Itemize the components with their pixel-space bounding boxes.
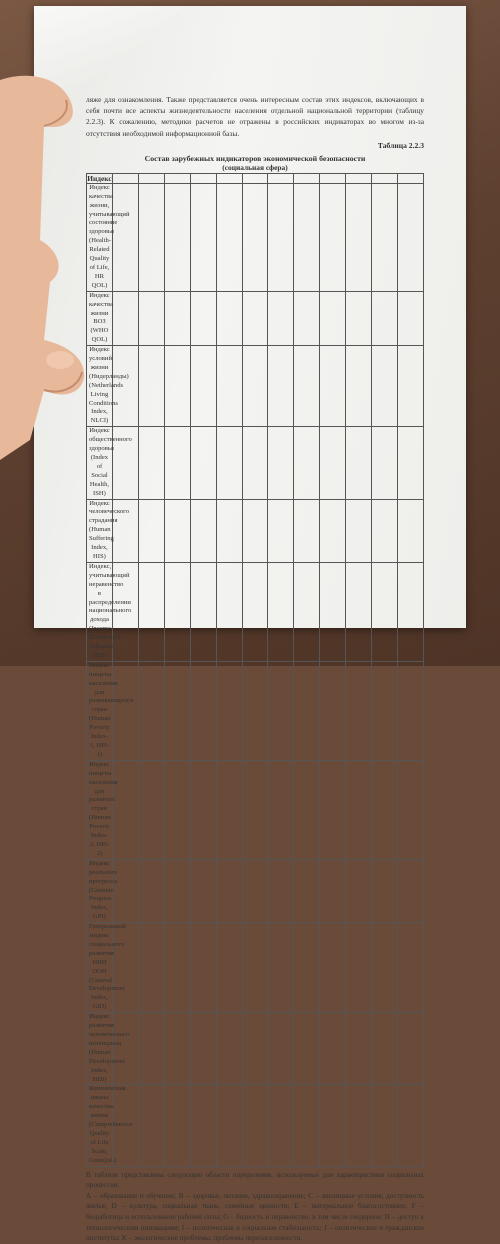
area-cell (190, 661, 216, 760)
area-cell (372, 291, 398, 345)
area-cell (164, 427, 190, 499)
area-cell (216, 499, 242, 562)
index-name-cell: Комплексная шкала качества жизни (Comprehensive Quality of Life Scale, ComQoL) (87, 1085, 113, 1166)
header-area-cell (242, 173, 268, 183)
index-name-cell: Индекс условий жизни (Нидерланды) (Netherlands Living Conditions Index, NLCI) (87, 346, 113, 427)
header-area-cell (398, 173, 424, 183)
area-cell (164, 499, 190, 562)
area-cell (372, 859, 398, 922)
area-cell (216, 859, 242, 922)
area-cell (138, 923, 164, 1013)
area-cell (268, 562, 294, 661)
area-cell (398, 859, 424, 922)
area-cell (320, 346, 346, 427)
area-cell (372, 499, 398, 562)
header-area-cell (112, 173, 138, 183)
area-cell (112, 1013, 138, 1085)
area-cell (216, 1013, 242, 1085)
area-cell (164, 1085, 190, 1166)
table-note-intro: В таблице представлены следующие области определения, используемые для характеристики социальных процессов: (86, 1170, 424, 1190)
area-cell (242, 661, 268, 760)
area-cell (320, 1013, 346, 1085)
index-name-cell: Индекс реального прогресса (Genuine Progress Index, GPI) (87, 859, 113, 922)
indicators-table (86, 173, 424, 1167)
area-cell (398, 183, 424, 291)
area-cell (372, 661, 398, 760)
area-cell (190, 562, 216, 661)
area-cell (320, 427, 346, 499)
area-cell (294, 346, 320, 427)
area-cell (398, 1085, 424, 1166)
table-row (87, 183, 424, 291)
area-cell (138, 1085, 164, 1166)
area-cell (346, 427, 372, 499)
area-cell (398, 427, 424, 499)
area-cell (398, 923, 424, 1013)
area-cell (190, 346, 216, 427)
area-cell (268, 859, 294, 922)
table-row (87, 427, 424, 499)
area-cell (320, 923, 346, 1013)
area-cell (164, 562, 190, 661)
area-cell (320, 859, 346, 922)
index-name-cell: Индекс нищеты населения для развивающихся стран (Human Poverty Index-1, HPI-1) (87, 661, 113, 760)
area-cell (294, 923, 320, 1013)
area-cell (346, 923, 372, 1013)
table-row (87, 499, 424, 562)
area-cell (346, 183, 372, 291)
index-name-cell: Индекс нищеты населения для развитых стран (Human Poverty Index-2, HPI-2) (87, 760, 113, 859)
area-cell (268, 1013, 294, 1085)
table-subtitle: (социальная сфера) (222, 162, 288, 172)
area-cell (268, 291, 294, 345)
area-cell (216, 661, 242, 760)
area-cell (138, 859, 164, 922)
area-cell (320, 1085, 346, 1166)
area-cell (268, 661, 294, 760)
area-cell (320, 291, 346, 345)
area-cell (216, 562, 242, 661)
area-cell (372, 427, 398, 499)
area-cell (372, 562, 398, 661)
area-cell (346, 291, 372, 345)
header-area-cell (190, 173, 216, 183)
area-cell (138, 427, 164, 499)
area-cell (346, 346, 372, 427)
page-content (86, 94, 424, 1244)
area-cell (164, 661, 190, 760)
area-cell (346, 1085, 372, 1166)
area-cell (268, 183, 294, 291)
area-cell (294, 183, 320, 291)
area-cell (242, 859, 268, 922)
area-cell (242, 760, 268, 859)
area-cell (320, 760, 346, 859)
area-cell (190, 427, 216, 499)
header-area-cell (294, 173, 320, 183)
area-cell (372, 346, 398, 427)
area-cell (242, 1085, 268, 1166)
area-cell (112, 1085, 138, 1166)
area-cell (138, 499, 164, 562)
hand-holding-page (0, 60, 100, 480)
table-note (86, 1170, 424, 1244)
header-area-cell (138, 173, 164, 183)
table-label: Таблица 2.2.3 (377, 140, 424, 150)
area-cell (346, 562, 372, 661)
area-cell (268, 499, 294, 562)
area-cell (346, 1013, 372, 1085)
intro-paragraph: ляже для ознакомления. Также представляется очень интересным состав этих индексов, включающих в себя почти все аспекты жизнедеятельности населения отдельной национальной территории (таблицу 2.2.3). К сожалению, методики расчетов не отражены в российских индикаторах во многом из-за отсутствия необходимой информационной базы. (86, 95, 424, 138)
area-cell (398, 346, 424, 427)
area-cell (268, 760, 294, 859)
area-cell (190, 923, 216, 1013)
area-cell (398, 291, 424, 345)
area-cell (320, 661, 346, 760)
area-cell (372, 1013, 398, 1085)
area-cell (242, 1013, 268, 1085)
area-cell (398, 760, 424, 859)
area-cell (242, 427, 268, 499)
area-cell (372, 923, 398, 1013)
header-area-cell (372, 173, 398, 183)
area-cell (398, 499, 424, 562)
header-area-cell (346, 173, 372, 183)
area-cell (112, 760, 138, 859)
area-cell (190, 291, 216, 345)
area-cell (242, 562, 268, 661)
area-cell (294, 1085, 320, 1166)
area-cell (112, 183, 138, 291)
table-row (87, 291, 424, 345)
area-cell (164, 760, 190, 859)
area-cell (216, 1085, 242, 1166)
index-name-cell: Индекс общественного здоровья (Index of Social Health, ISH) (87, 427, 113, 499)
table-row (87, 923, 424, 1013)
area-cell (112, 859, 138, 922)
area-cell (372, 760, 398, 859)
area-cell (294, 291, 320, 345)
table-row (87, 661, 424, 760)
area-cell (164, 291, 190, 345)
area-cell (242, 183, 268, 291)
area-cell (164, 346, 190, 427)
area-cell (372, 1085, 398, 1166)
header-area-cell (320, 173, 346, 183)
header-area-cell (164, 173, 190, 183)
table-row (87, 760, 424, 859)
area-cell (190, 183, 216, 291)
area-cell (294, 1013, 320, 1085)
index-name-cell: Индекс человеческого страдания (Human Suffering Index, HIS) (87, 499, 113, 562)
area-cell (112, 661, 138, 760)
area-cell (164, 1013, 190, 1085)
area-cell (242, 346, 268, 427)
area-cell (242, 923, 268, 1013)
area-cell (190, 1013, 216, 1085)
area-cell (268, 1085, 294, 1166)
area-cell (138, 1013, 164, 1085)
table-row (87, 859, 424, 922)
area-cell (112, 923, 138, 1013)
area-cell (346, 760, 372, 859)
area-cell (294, 499, 320, 562)
area-cell (242, 291, 268, 345)
column-header-index: Индекс (87, 173, 112, 183)
area-cell (242, 499, 268, 562)
area-cell (190, 760, 216, 859)
table-note-areas: А – образование и обучение; В – здоровье, питание, здравоохранение; С – жилищные условия, доступность жилья; D – культура, социальная ткань, семейные ценности; E – материальное благосостояние; F – безработица и использование рабочей силы; G – бедность и неравенство, в том числе гендерное; H – доступ к технологическим инновациям; I – политическая и социальная стабильность; J – политические и гражданские институты; K – экологические проблемы, проблемы перенаселенности. (86, 1191, 424, 1243)
area-cell (268, 923, 294, 1013)
area-cell (346, 859, 372, 922)
area-cell (138, 562, 164, 661)
index-name-cell: Индекс качества жизни ВОЗ (WHO QOL) (87, 291, 113, 345)
area-cell (138, 346, 164, 427)
area-cell (320, 499, 346, 562)
area-cell (398, 661, 424, 760)
header-area-cell (268, 173, 294, 183)
area-cell (398, 1013, 424, 1085)
area-cell (190, 859, 216, 922)
area-cell (164, 859, 190, 922)
area-cell (138, 183, 164, 291)
area-cell (112, 291, 138, 345)
area-cell (294, 562, 320, 661)
area-cell (216, 183, 242, 291)
area-cell (216, 346, 242, 427)
index-name-cell: Генеральный индекс социального развития НИИ ООН (General Development Index, GID) (87, 923, 113, 1013)
area-cell (294, 661, 320, 760)
area-cell (164, 183, 190, 291)
area-cell (398, 562, 424, 661)
area-cell (320, 562, 346, 661)
area-cell (320, 183, 346, 291)
area-cell (294, 859, 320, 922)
area-cell (216, 427, 242, 499)
table-row (87, 1013, 424, 1085)
table-header-row (87, 173, 424, 183)
area-cell (268, 346, 294, 427)
area-cell (346, 499, 372, 562)
area-cell (216, 923, 242, 1013)
area-cell (294, 427, 320, 499)
area-cell (216, 291, 242, 345)
table-title: Состав зарубежных индикаторов экономической безопасности (144, 153, 366, 163)
area-cell (190, 1085, 216, 1166)
index-name-cell: Индекс, учитывающий неравенство в распределении национального дохода (Income-Distribution-Adjusted HDI) (87, 562, 113, 661)
area-cell (294, 760, 320, 859)
area-cell (138, 661, 164, 760)
index-name-cell: Индекс развития человеческого потенциала (Human Development Index, HDI) (87, 1013, 113, 1085)
area-cell (268, 427, 294, 499)
index-name-cell: Индекс качества жизни, учитывающий состояние здоровья (Health-Related Quality of Life, HR QOL) (87, 183, 113, 291)
area-cell (216, 760, 242, 859)
table-row (87, 346, 424, 427)
table-row (87, 1085, 424, 1166)
table-row (87, 562, 424, 661)
area-cell (346, 661, 372, 760)
area-cell (190, 499, 216, 562)
header-area-cell (216, 173, 242, 183)
area-cell (372, 183, 398, 291)
area-cell (138, 760, 164, 859)
area-cell (138, 291, 164, 345)
area-cell (164, 923, 190, 1013)
